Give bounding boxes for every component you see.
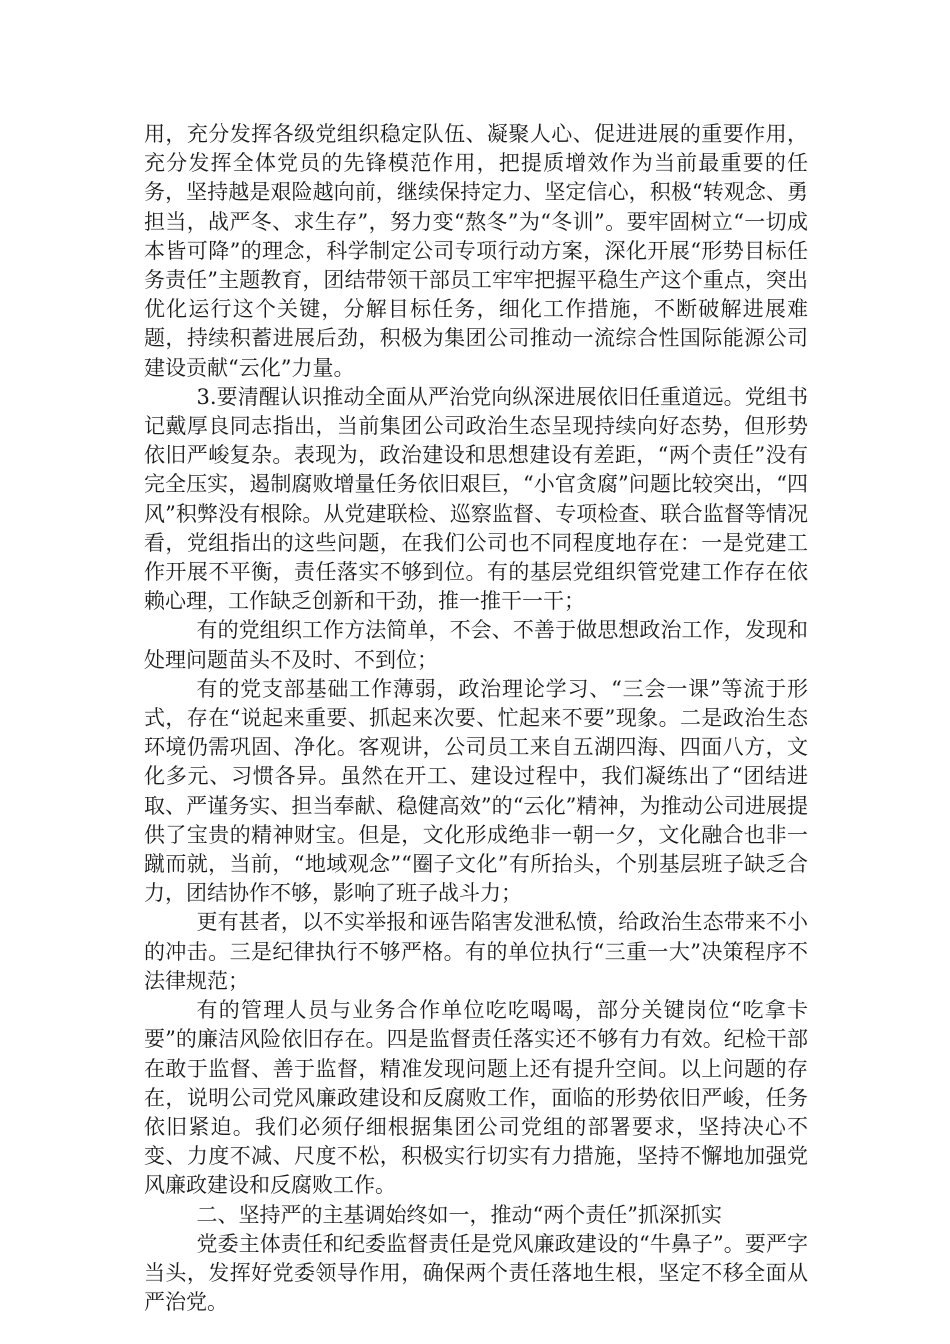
- section-heading-two: 二、坚持严的主基调始终如一，推动“两个责任”抓深抓实: [196, 1202, 722, 1227]
- paragraph-false-reports: 更有甚者，以不实举报和诬告陷害发泄私愤，给政治生态带来不小的冲击。三是纪律执行不够严格。有的单位执行“三重一大”决策程序不法律规范；: [144, 910, 808, 993]
- document-body: [144, 120, 808, 1317]
- paragraph-point-3: 3.要清醒认识推动全面从严治党向纵深进展依旧任重道远。党组书记戴厚良同志指出，当前集团公司政治生态呈现持续向好态势，但形势依旧严峻复杂。表现为，政治建设和思想建设有差距，“两个责任”没有完全压实，遏制腐败增量任务依旧艰巨，“小官贪腐”问题比较突出，“四风”积弊没有根除。从党建联检、巡察监督、专项检查、联合监督等情况看，党组指出的这些问题，在我们公司也不同程度地存在：一是党建工作开展不平衡，责任落实不够到位。有的基层党组织管党建工作存在依赖心理，工作缺乏创新和干劲，推一推干一干；: [144, 384, 808, 614]
- paragraph-party-org-methods: 有的党组织工作方法简单，不会、不善于做思想政治工作，发现和处理问题苗头不及时、不到位；: [144, 618, 808, 672]
- paragraph-continuation: 用，充分发挥各级党组织稳定队伍、凝聚人心、促进进展的重要作用，充分发挥全体党员的先锋模范作用，把提质增效作为当前最重要的任务，坚持越是艰险越向前，继续保持定力、坚定信心，积极“转观念、勇担当，战严冬、求生存”，努力变“熬冬”为“冬训”。要牢固树立“一切成本皆可降”的理念，科学制定公司专项行动方案，深化开展“形势目标任务责任”主题教育，团结带领干部员工牢牢把握平稳生产这个重点，突出优化运行这个关键，分解目标任务，细化工作措施，不断破解进展难题，持续积蓄进展后劲，积极为集团公司推动一流综合性国际能源公司建设贡献“云化”力量。: [144, 122, 808, 380]
- paragraph-management-risks: 有的管理人员与业务合作单位吃吃喝喝，部分关键岗位“吃拿卡要”的廉洁风险依旧存在。四是监督责任落实还不够有力有效。纪检干部在敢于监督、善于监督，精准发现问题上还有提升空间。以上问题的存在，说明公司党风廉政建设和反腐败工作，面临的形势依旧严峻，任务依旧紧迫。我们必须仔细根据集团公司党组的部署要求，坚持决心不变、力度不减、尺度不松，积极实行切实有力措施，坚持不懈地加强党风廉政建设和反腐败工作。: [144, 998, 808, 1198]
- paragraph-two-responsibilities: 党委主体责任和纪委监督责任是党风廉政建设的“牛鼻子”。要严字当头，发挥好党委领导作用，确保两个责任落地生根，坚定不移全面从严治党。: [144, 1231, 808, 1315]
- paragraph-party-branch-basics: 有的党支部基础工作薄弱，政治理论学习、“三会一课”等流于形式，存在“说起来重要、抓起来次要、忙起来不要”现象。二是政治生态环境仍需巩固、净化。客观讲，公司员工来自五湖四海、四面八方，文化多元、习惯各异。虽然在开工、建设过程中，我们凝练出了“团结进取、严谨务实、担当奉献、稳健高效”的“云化”精神，为推动公司进展提供了宝贵的精神财宝。但是，文化形成绝非一朝一夕，文化融合也非一蹴而就，当前，“地域观念”“圈子文化”有所抬头，个别基层班子缺乏合力，团结协作不够，影响了班子战斗力；: [144, 676, 808, 906]
